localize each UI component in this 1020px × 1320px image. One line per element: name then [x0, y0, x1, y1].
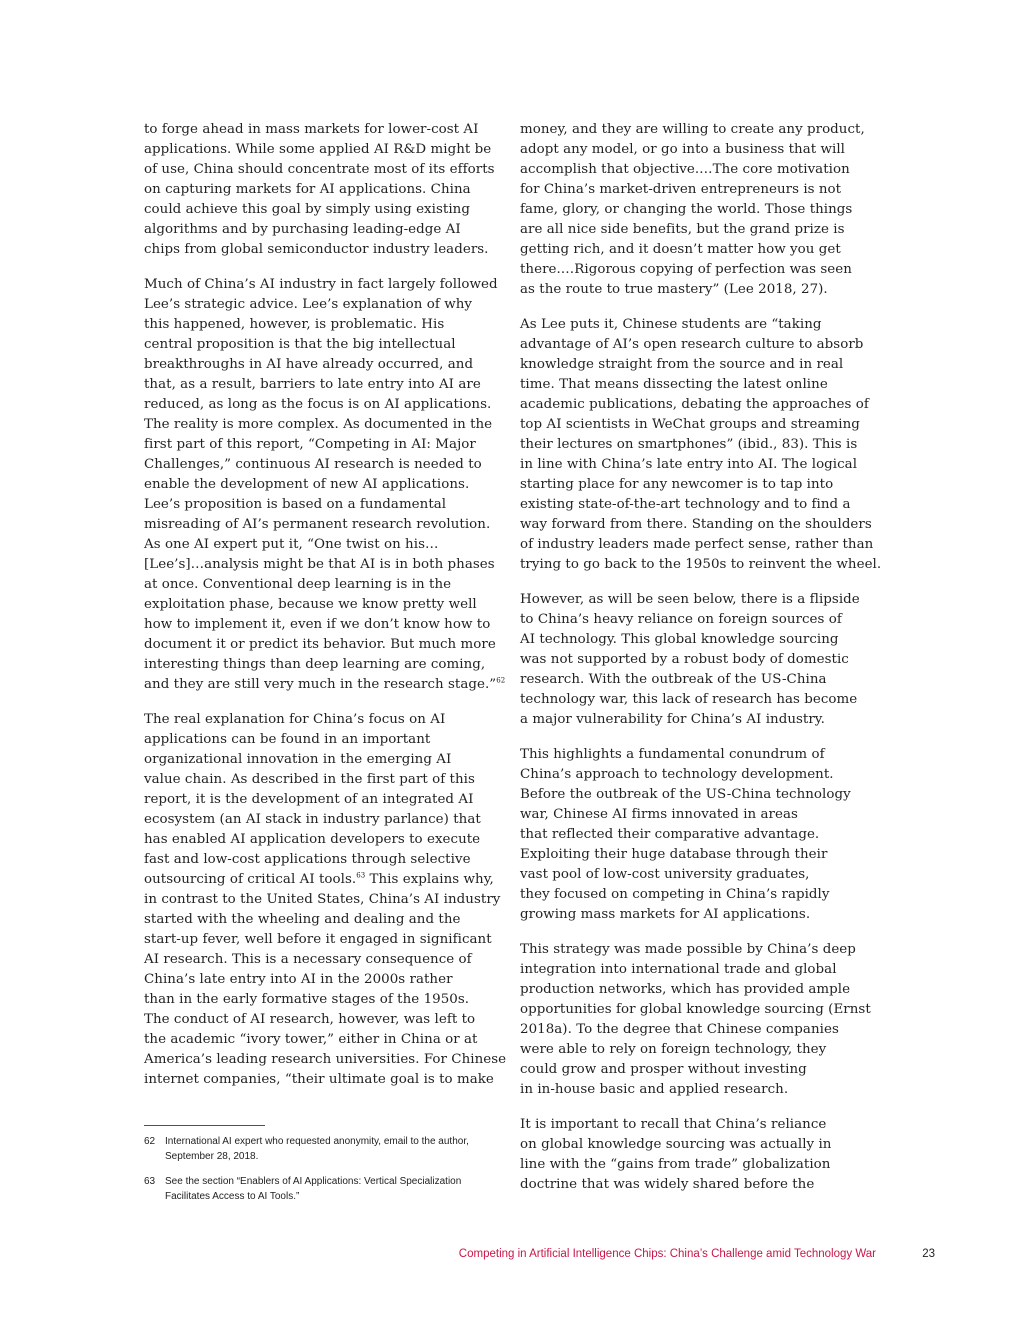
- footnotes: [144, 1134, 504, 1214]
- footnote-ref-63[interactable]: 63: [356, 871, 366, 880]
- right-column: [520, 120, 882, 1210]
- left-column: [144, 120, 506, 1105]
- paragraph: money, and they are willing to create any product, adopt any model, or go into a business that will accomplish that objective.…The core motivation for China’s market-driven entrepreneurs is not fame, glory, or changing the world. Those things are all nice side benefits, but the grand prize is getting rich, and it doesn’t matter how you get there.…Rigorous copying of perfection was seen as the route to true mastery” (Lee 2018, 27).: [520, 122, 865, 297]
- footnote-number: 63: [144, 1176, 156, 1187]
- paragraph: However, as will be seen below, there is a flipside to China’s heavy reliance on foreign sources of AI technology. This global knowledge sourcing was not supported by a robust body of domestic research. With the outbreak of the US-China technology war, this lack of research has become a major vulnerability for China’s AI industry.: [520, 592, 860, 727]
- page-number: 23: [922, 1248, 935, 1260]
- paragraph: This highlights a fundamental conundrum of China’s approach to technology development. Before the outbreak of the US-China technology war, Chinese AI firms innovated in areas that reflected their comparative advantage. Exploiting their huge database through their vast pool of low-cost university graduates, they focused on competing in China’s rapidly growing mass markets for AI applications.: [520, 747, 851, 922]
- paragraph: The real explanation for China’s focus on AI applications can be found in an important organizational innovation in the emerging AI value chain. As described in the first part of this report, it is the development of an integrated AI ecosystem (an AI stack in industry parlance) that has enabled AI application developers to execute fast and low-cost applications through selective outsourcing of critical AI tools.$^{63}$ This explains why, in contrast to the United States, China’s AI industry started with the wheeling and dealing and the start-up fever, well before it engaged in significant AI research. This is a necessary consequence of China’s late entry into AI in the 2000s rather than in the early formative stages of the 1950s. The conduct of AI research, however, was left to the academic “ivory tower,” either in China or at America’s leading research universities. For Chinese internet companies, “their ultimate goal is to make: [144, 712, 507, 1087]
- footnote-number: 62: [144, 1136, 156, 1147]
- footnote-62: 62 International AI expert who requested anonymity, email to the author, September 28, 2018.: [144, 1136, 469, 1162]
- footnote-63: 63 See the section “Enablers of AI Applications: Vertical Specialization Facilitates Access to AI Tools.”: [144, 1176, 462, 1202]
- footnote-ref-62[interactable]: 62: [496, 676, 506, 685]
- paragraph: Much of China’s AI industry in fact largely followed Lee’s strategic advice. Lee’s explanation of why this happened, however, is problematic. His central proposition is that the big intellectual breakthroughs in AI have already occurred, and that, as a result, barriers to late entry into AI are reduced, as long as the focus is on AI applications. The reality is more complex. As documented in the first part of this report, “Competing in AI: Major Challenges,” continuous AI research is needed to enable the development of new AI applications. Lee’s proposition is based on a fundamental misreading of AI’s permanent research revolution. As one AI expert put it, “One twist on his… [Lee’s]…analysis might be that AI is in both phases at once. Conventional deep learning is in the exploitation phase, because we know pretty well how to implement it, even if we don’t know how to document it or predict its behavior. But much more interesting things than deep learning are coming, and they are still very much in the research stage.”$^{62}$: [144, 277, 506, 692]
- running-footer-title: Competing in Artificial Intelligence Chips: China’s Challenge amid Technology War: [458, 1248, 876, 1260]
- paragraph: It is important to recall that China’s reliance on global knowledge sourcing was actually in line with the “gains from trade” globalization doctrine that was widely shared before the: [520, 1117, 832, 1192]
- footnote-divider: [144, 1125, 265, 1126]
- paragraph: to forge ahead in mass markets for lower-cost AI applications. While some applied AI R&D might be of use, China should concentrate most of its efforts on capturing markets for AI applications. China could achieve this goal by simply using existing algorithms and by purchasing leading-edge AI chips from global semiconductor industry leaders.: [144, 122, 495, 257]
- paragraph: As Lee puts it, Chinese students are “taking advantage of AI’s open research culture to absorb knowledge straight from the source and in real time. That means dissecting the latest online academic publications, debating the approaches of top AI scientists in WeChat groups and streaming their lectures on smartphones” (ibid., 83). This is in line with China’s late entry into AI. The logical starting place for any newcomer is to tap into existing state-of-the-art technology and to find a way forward from there. Standing on the shoulders of industry leaders made perfect sense, rather than trying to go back to the 1950s to reinvent the wheel.: [520, 317, 882, 572]
- paragraph: This strategy was made possible by China’s deep integration into international trade and global production networks, which has provided ample opportunities for global knowledge sourcing (Ernst 2018a). To the degree that Chinese companies were able to rely on foreign technology, they could grow and prosper without investing in in-house basic and applied research.: [520, 942, 871, 1097]
